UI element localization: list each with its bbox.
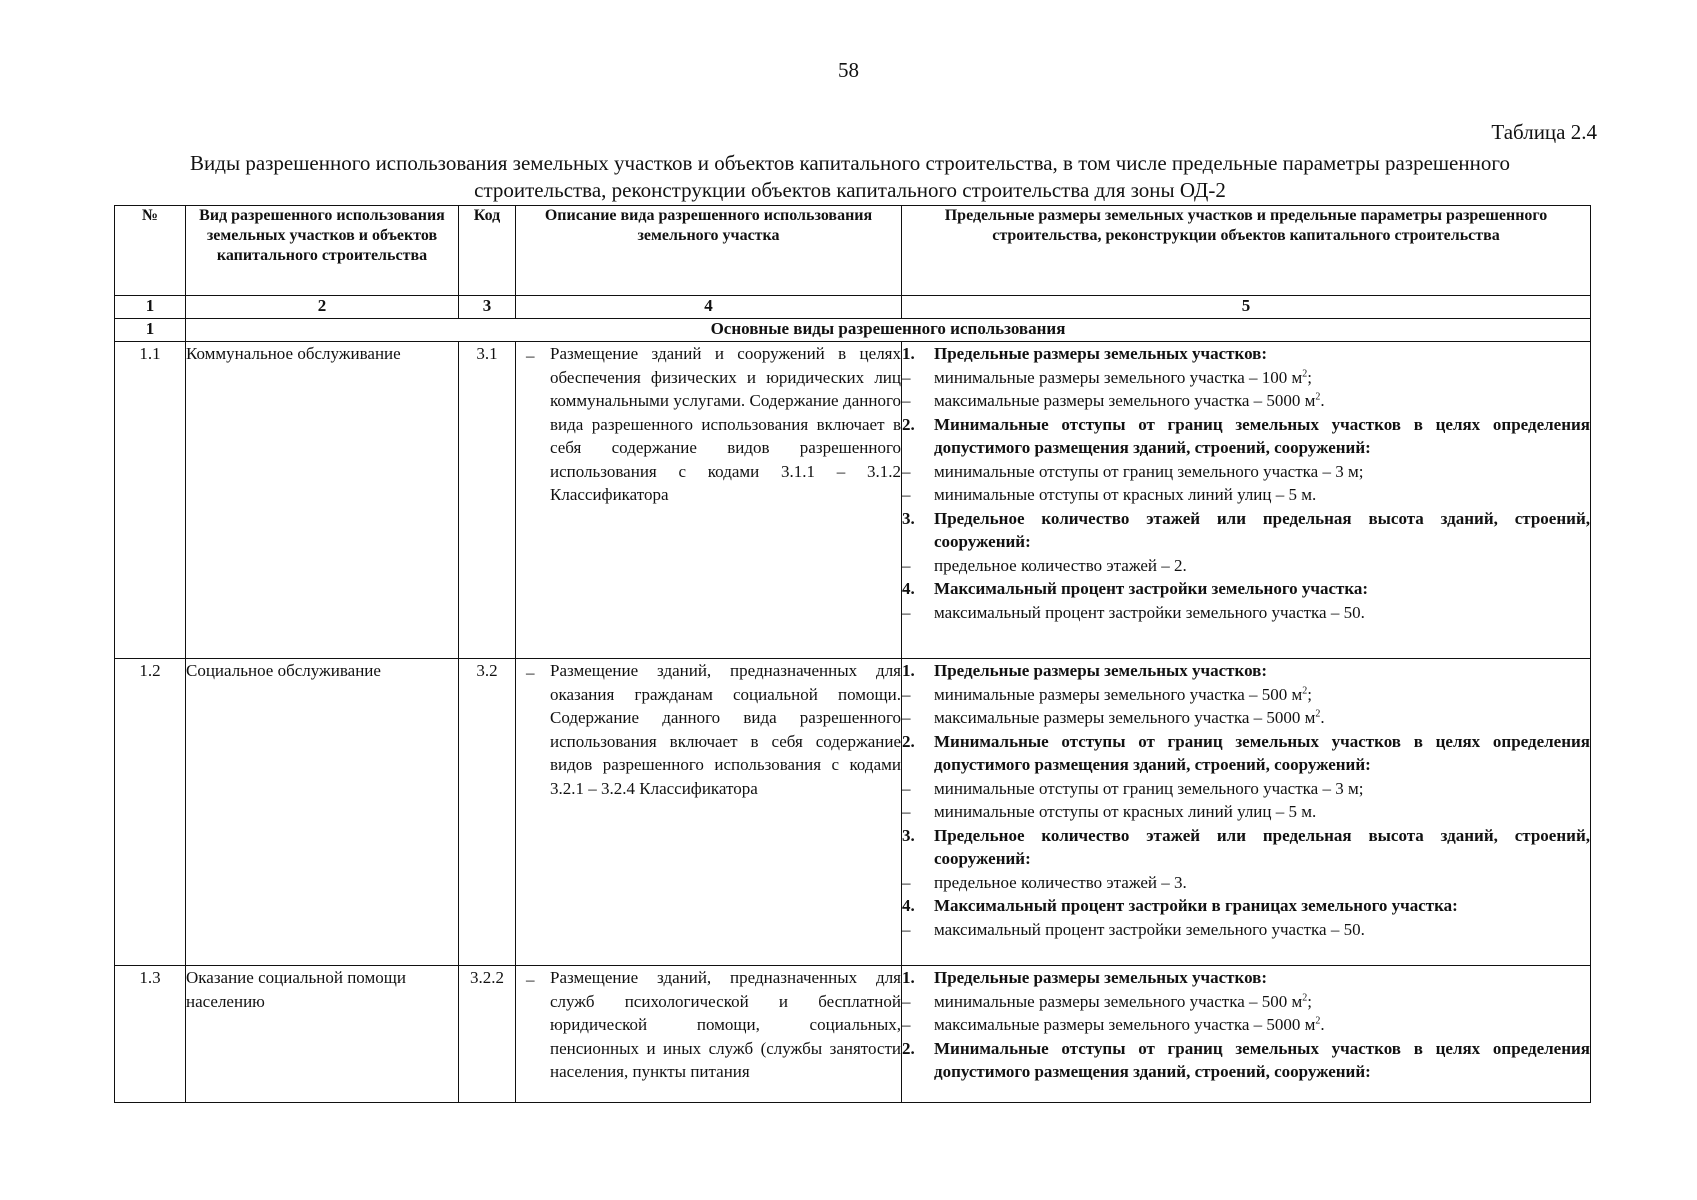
param-heading (902, 507, 1590, 554)
param-text: максимальные размеры земельного участка – 5000 $м^2$. (934, 708, 1325, 727)
param-text: Максимальный процент застройки земельного участка: (934, 579, 1369, 598)
row-description (516, 659, 902, 966)
param-item (902, 483, 1590, 507)
param-heading (902, 1037, 1590, 1084)
param-item (902, 777, 1590, 801)
column-number: 1 (115, 296, 186, 319)
row-params (902, 342, 1591, 659)
description-text: Размещение зданий и сооружений в целях обеспечения физических и юридических лиц коммунальными услугами. Содержание данного вида разрешенного использования включает в себя содержание видов разрешенного использования с кодами 3.1.1 – 3.1.2 Классификатора (550, 344, 901, 504)
param-heading (902, 342, 1590, 366)
column-number: 3 (459, 296, 516, 319)
param-item (902, 366, 1590, 390)
param-item (902, 601, 1590, 625)
param-item (902, 800, 1590, 824)
table-label: Таблица 2.4 (1491, 120, 1597, 144)
param-marker: – (902, 391, 911, 410)
section-row (115, 319, 1591, 342)
param-item (902, 460, 1590, 484)
param-marker: – (902, 1015, 911, 1034)
column-number: 5 (902, 296, 1591, 319)
header-no: № (115, 206, 186, 296)
param-marker: – (902, 802, 911, 821)
header-code: Код (459, 206, 516, 296)
param-marker: 2. (902, 731, 915, 751)
param-text: минимальные размеры земельного участка – 100 $м^2$; (934, 367, 1312, 387)
param-item (902, 554, 1590, 578)
row-number: 1.2 (115, 659, 186, 966)
param-heading (902, 413, 1590, 460)
param-text: максимальный процент застройки земельного участка – 50. (934, 602, 1365, 622)
param-marker: 1. (902, 344, 915, 363)
param-marker: 2. (902, 1038, 915, 1058)
param-heading (902, 966, 1590, 990)
param-text: Минимальные отступы от границ земельных участков в целях определения допустимого размещения зданий, строений, сооружений: (934, 414, 1590, 457)
description-text: Размещение зданий, предназначенных для служб психологической и бесплатной юридической помощи, социальных, пенсионных и иных служб (службы занятости населения, пункты питания (550, 968, 901, 1081)
column-number: 4 (516, 296, 902, 319)
param-text: Минимальные отступы от границ земельных участков в целях определения допустимого размещения зданий, строений, сооружений: (934, 1038, 1590, 1081)
param-item (902, 990, 1590, 1014)
row-name: Оказание социальной помощи населению (186, 966, 459, 1103)
param-text: минимальные отступы от границ земельного участка – 3 м; (934, 778, 1364, 798)
param-text: Минимальные отступы от границ земельных участков в целях определения допустимого размещения зданий, строений, сооружений: (934, 731, 1590, 774)
table-row (115, 659, 1591, 966)
param-heading (902, 730, 1590, 777)
param-text: минимальные отступы от границ земельного участка – 3 м; (934, 461, 1364, 481)
param-marker: 4. (902, 579, 915, 598)
param-text: Предельное количество этажей или предельная высота зданий, строений, сооружений: (934, 508, 1590, 551)
param-marker: – (902, 555, 911, 575)
dash-marker: – (526, 346, 535, 365)
column-number: 2 (186, 296, 459, 319)
param-marker: – (902, 461, 911, 481)
row-description (516, 342, 902, 659)
param-marker: 1. (902, 968, 915, 987)
header-params: Предельные размеры земельных участков и предельные параметры разрешенного строительства, реконструкции объектов капитального строительства (902, 206, 1591, 296)
row-number: 1.1 (115, 342, 186, 659)
param-heading (902, 659, 1590, 683)
row-params (902, 659, 1591, 966)
param-marker: 3. (902, 508, 915, 528)
header-row (115, 206, 1591, 296)
param-text: Предельное количество этажей или предельная высота зданий, строений, сооружений: (934, 825, 1590, 868)
row-code: 3.2.2 (459, 966, 516, 1103)
param-text: минимальные размеры земельного участка – 500 $м^2$; (934, 991, 1312, 1011)
param-item (902, 389, 1590, 413)
header-kind: Вид разрешенного использования земельных участков и объектов капитального строительства (186, 206, 459, 296)
row-code: 3.1 (459, 342, 516, 659)
param-marker: – (902, 778, 911, 798)
land-use-table (114, 205, 1591, 1103)
param-item (902, 683, 1590, 707)
description-text: Размещение зданий, предназначенных для оказания гражданам социальной помощи. Содержание данного вида разрешенного использования включает в себя содержание видов разрешенного использования с кодами 3.2.1 – 3.2.4 Классификатора (550, 661, 901, 798)
param-marker: – (902, 367, 911, 387)
param-item (902, 1013, 1590, 1037)
param-marker: 3. (902, 825, 915, 845)
section-number: 1 (115, 319, 186, 342)
param-item (902, 918, 1590, 942)
param-marker: 4. (902, 896, 915, 915)
row-name: Коммунальное обслуживание (186, 342, 459, 659)
param-text: Предельные размеры земельных участков: (934, 661, 1268, 680)
param-marker: 1. (902, 661, 915, 680)
dash-marker: – (526, 970, 535, 989)
param-text: максимальные размеры земельного участка – 5000 $м^2$. (934, 1015, 1325, 1034)
param-marker: – (902, 991, 911, 1011)
header-description: Описание вида разрешенного использования земельного участка (516, 206, 902, 296)
table-caption: Виды разрешенного использования земельных участков и объектов капитального строительства, в том числе предельные параметры разрешенного строительства, реконструкции объектов капитального строительства для зоны ОД-2 (190, 151, 1510, 202)
param-text: максимальные размеры земельного участка – 5000 $м^2$. (934, 391, 1325, 410)
row-description (516, 966, 902, 1103)
param-text: Предельные размеры земельных участков: (934, 344, 1268, 363)
table-row (115, 342, 1591, 659)
param-marker: – (902, 684, 911, 704)
param-marker: – (902, 872, 911, 892)
param-text: минимальные отступы от красных линий улиц – 5 м. (934, 802, 1317, 821)
page-number: 58 (838, 58, 859, 82)
dash-marker: – (526, 663, 535, 682)
row-name: Социальное обслуживание (186, 659, 459, 966)
param-heading (902, 824, 1590, 871)
param-marker: – (902, 485, 911, 504)
param-text: минимальные размеры земельного участка – 500 $м^2$; (934, 684, 1312, 704)
row-number: 1.3 (115, 966, 186, 1103)
param-marker: – (902, 602, 911, 622)
param-marker: – (902, 919, 911, 939)
row-code: 3.2 (459, 659, 516, 966)
param-item (902, 871, 1590, 895)
param-heading (902, 577, 1590, 601)
param-marker: 2. (902, 414, 915, 434)
param-text: минимальные отступы от красных линий улиц – 5 м. (934, 485, 1317, 504)
param-text: максимальный процент застройки земельного участка – 50. (934, 919, 1365, 939)
param-heading (902, 894, 1590, 918)
param-item (902, 706, 1590, 730)
param-text: предельное количество этажей – 3. (934, 872, 1187, 892)
param-text: предельное количество этажей – 2. (934, 555, 1187, 575)
section-title: Основные виды разрешенного использования (186, 319, 1591, 342)
column-number-row (115, 296, 1591, 319)
param-text: Предельные размеры земельных участков: (934, 968, 1268, 987)
table-row (115, 966, 1591, 1103)
row-params (902, 966, 1591, 1103)
param-marker: – (902, 708, 911, 727)
param-text: Максимальный процент застройки в границах земельного участка: (934, 896, 1458, 915)
